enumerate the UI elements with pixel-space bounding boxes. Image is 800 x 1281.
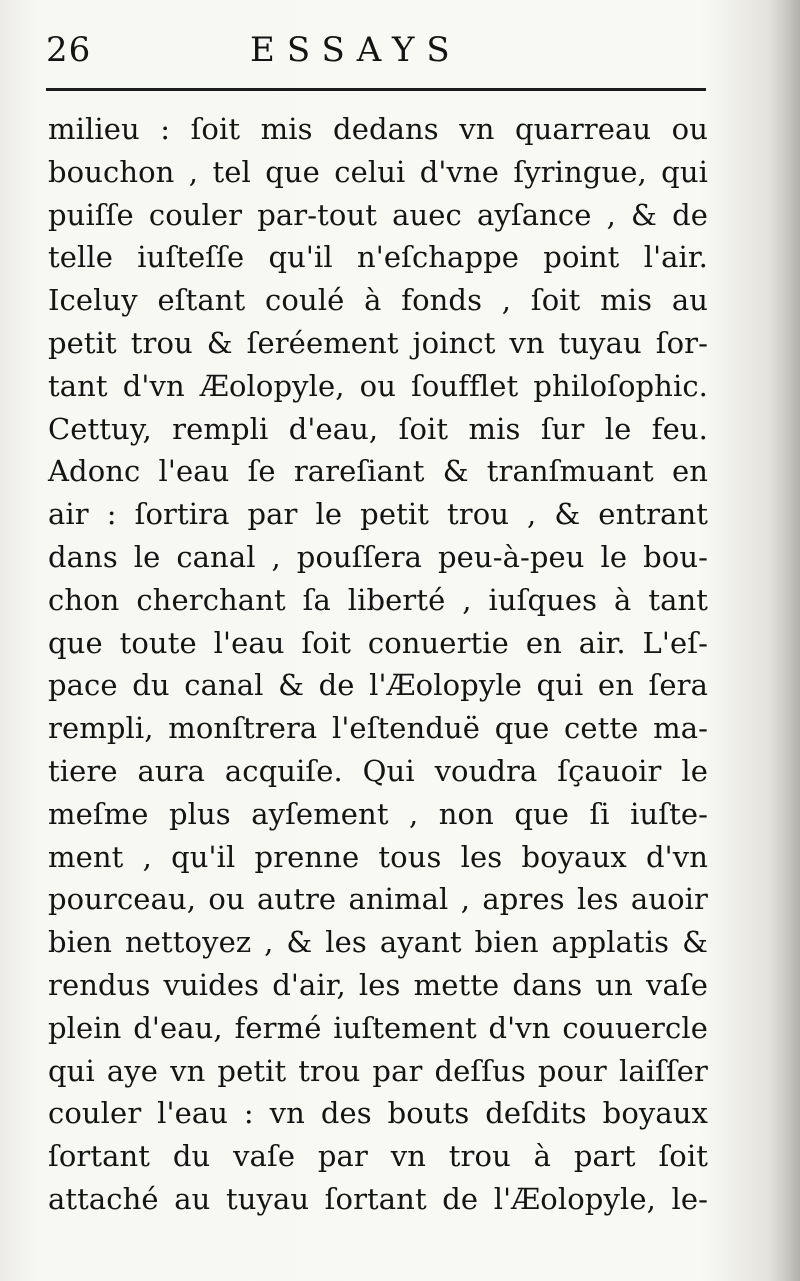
body-text	[48, 108, 708, 1221]
text-line: tant d'vn Æolopyle, ou ſoufflet philoſophic.	[48, 368, 708, 403]
text-line: que toute l'eau ſoit conuertie en air. L'eſ-	[48, 625, 708, 660]
text-line: puiſſe couler par-tout auec ayſance , & de	[48, 197, 708, 232]
header-rule	[46, 88, 706, 91]
page-edge-shadow	[766, 0, 800, 1281]
text-line: telle iuſteſſe qu'il n'eſchappe point l'air.	[48, 240, 708, 275]
running-title: ESSAYS	[250, 30, 462, 70]
page-number: 26	[46, 30, 92, 70]
text-line: qui aye vn petit trou par deſſus pour laiſſer	[48, 1053, 708, 1088]
text-line: bien nettoyez , & les ayant bien applatis &	[48, 925, 708, 960]
text-line: ment , qu'il prenne tous les boyaux d'vn	[48, 839, 708, 874]
text-line: bouchon , tel que celui d'vne ſyringue, qui	[48, 154, 708, 189]
text-line: Adonc l'eau ſe rareſiant & tranſmuant en	[48, 454, 708, 489]
text-line: attaché au tuyau ſortant de l'Æolopyle, le-	[48, 1181, 708, 1216]
text-line: pourceau, ou autre animal , apres les auoir	[48, 882, 708, 917]
text-line: rempli, monſtrera l'eſtenduë que cette ma-	[48, 711, 708, 746]
text-line: petit trou & ſeréement joinct vn tuyau ſor-	[48, 325, 708, 360]
text-line: plein d'eau, fermé iuſtement d'vn couuercle	[48, 1010, 708, 1045]
text-line: couler l'eau : vn des bouts deſdits boyaux	[48, 1096, 708, 1131]
text-line: air : ſortira par le petit trou , & entrant	[48, 497, 708, 532]
text-line: ſortant du vaſe par vn trou à part ſoit	[48, 1139, 708, 1174]
text-line: tiere aura acquiſe. Qui voudra ſçauoir le	[48, 753, 708, 788]
text-line: chon cherchant ſa liberté , iuſques à tant	[48, 582, 708, 617]
text-line: Iceluy eſtant coulé à fonds , ſoit mis au	[48, 283, 708, 318]
text-line: rendus vuides d'air, les mette dans un vaſe	[48, 967, 708, 1002]
text-line: dans le canal , pouſſera peu-à-peu le bou-	[48, 539, 708, 574]
text-line: meſme plus ayſement , non que ſi iuſte-	[48, 796, 708, 831]
text-line: Cettuy, rempli d'eau, ſoit mis ſur le feu.	[48, 411, 708, 446]
text-line: pace du canal & de l'Æolopyle qui en ſera	[48, 668, 708, 703]
text-line: milieu : ſoit mis dedans vn quarreau ou	[48, 112, 708, 146]
